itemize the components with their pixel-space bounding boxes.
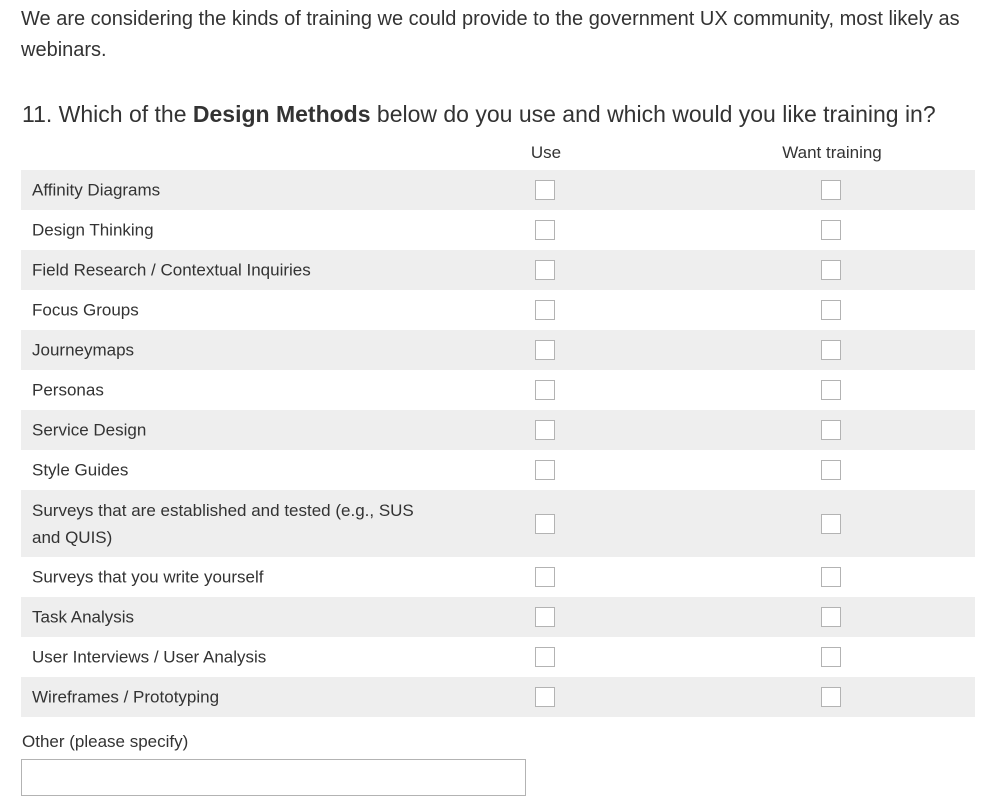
other-input[interactable]: [21, 759, 526, 796]
use-checkbox[interactable]: [535, 300, 555, 320]
matrix-row: [21, 677, 975, 717]
use-checkbox[interactable]: [535, 607, 555, 627]
other-label: Other (please specify): [22, 732, 189, 751]
use-checkbox[interactable]: [535, 687, 555, 707]
row-label: User Interviews / User Analysis: [32, 647, 267, 667]
matrix-row: [21, 330, 975, 370]
matrix-row: [21, 557, 975, 597]
question-emphasis: Design Methods: [192, 101, 371, 127]
column-header-want-training: Want training: [782, 143, 882, 162]
use-checkbox[interactable]: [535, 180, 555, 200]
question-suffix: below do you use and which would you like training in?: [370, 101, 936, 127]
row-label: Design Thinking: [32, 220, 154, 240]
use-checkbox[interactable]: [535, 647, 555, 667]
use-checkbox[interactable]: [535, 340, 555, 360]
use-checkbox[interactable]: [535, 567, 555, 587]
matrix-row: [21, 450, 975, 490]
question-title: [22, 98, 936, 130]
row-label: Surveys that are established and tested (e.g., SUS and QUIS): [32, 500, 414, 547]
matrix-row: [21, 637, 975, 677]
row-label: Service Design: [32, 420, 147, 440]
use-checkbox[interactable]: [535, 380, 555, 400]
want-training-checkbox[interactable]: [821, 460, 841, 480]
want-training-checkbox[interactable]: [821, 220, 841, 240]
column-header-use: Use: [530, 143, 562, 162]
matrix-row: [21, 250, 975, 290]
want-training-checkbox[interactable]: [821, 340, 841, 360]
row-label: Style Guides: [32, 460, 129, 480]
question-prefix: 11. Which of the: [22, 101, 193, 127]
want-training-checkbox[interactable]: [821, 300, 841, 320]
use-checkbox[interactable]: [535, 460, 555, 480]
row-label: Affinity Diagrams: [32, 180, 161, 200]
matrix-row: [21, 490, 975, 557]
want-training-checkbox[interactable]: [821, 647, 841, 667]
intro-text: We are considering the kinds of training we could provide to the government UX community, most likely as webinars.: [21, 8, 960, 61]
want-training-checkbox[interactable]: [821, 514, 841, 534]
use-checkbox[interactable]: [535, 260, 555, 280]
matrix-row: [21, 170, 975, 210]
row-label: Journeymaps: [32, 340, 135, 360]
want-training-checkbox[interactable]: [821, 260, 841, 280]
want-training-checkbox[interactable]: [821, 420, 841, 440]
row-label: Task Analysis: [32, 607, 135, 627]
want-training-checkbox[interactable]: [821, 687, 841, 707]
matrix-row: [21, 210, 975, 250]
want-training-checkbox[interactable]: [821, 567, 841, 587]
matrix-row: [21, 370, 975, 410]
row-label: Field Research / Contextual Inquiries: [32, 260, 311, 280]
row-label: Personas: [32, 380, 104, 400]
use-checkbox[interactable]: [535, 420, 555, 440]
want-training-checkbox[interactable]: [821, 380, 841, 400]
design-methods-matrix: [21, 170, 975, 717]
matrix-row: [21, 410, 975, 450]
row-label: Surveys that you write yourself: [32, 567, 264, 587]
want-training-checkbox[interactable]: [821, 607, 841, 627]
row-label: Focus Groups: [32, 300, 139, 320]
row-label: Wireframes / Prototyping: [32, 687, 220, 707]
use-checkbox[interactable]: [535, 220, 555, 240]
want-training-checkbox[interactable]: [821, 180, 841, 200]
matrix-row: [21, 290, 975, 330]
matrix-row: [21, 597, 975, 637]
use-checkbox[interactable]: [535, 514, 555, 534]
